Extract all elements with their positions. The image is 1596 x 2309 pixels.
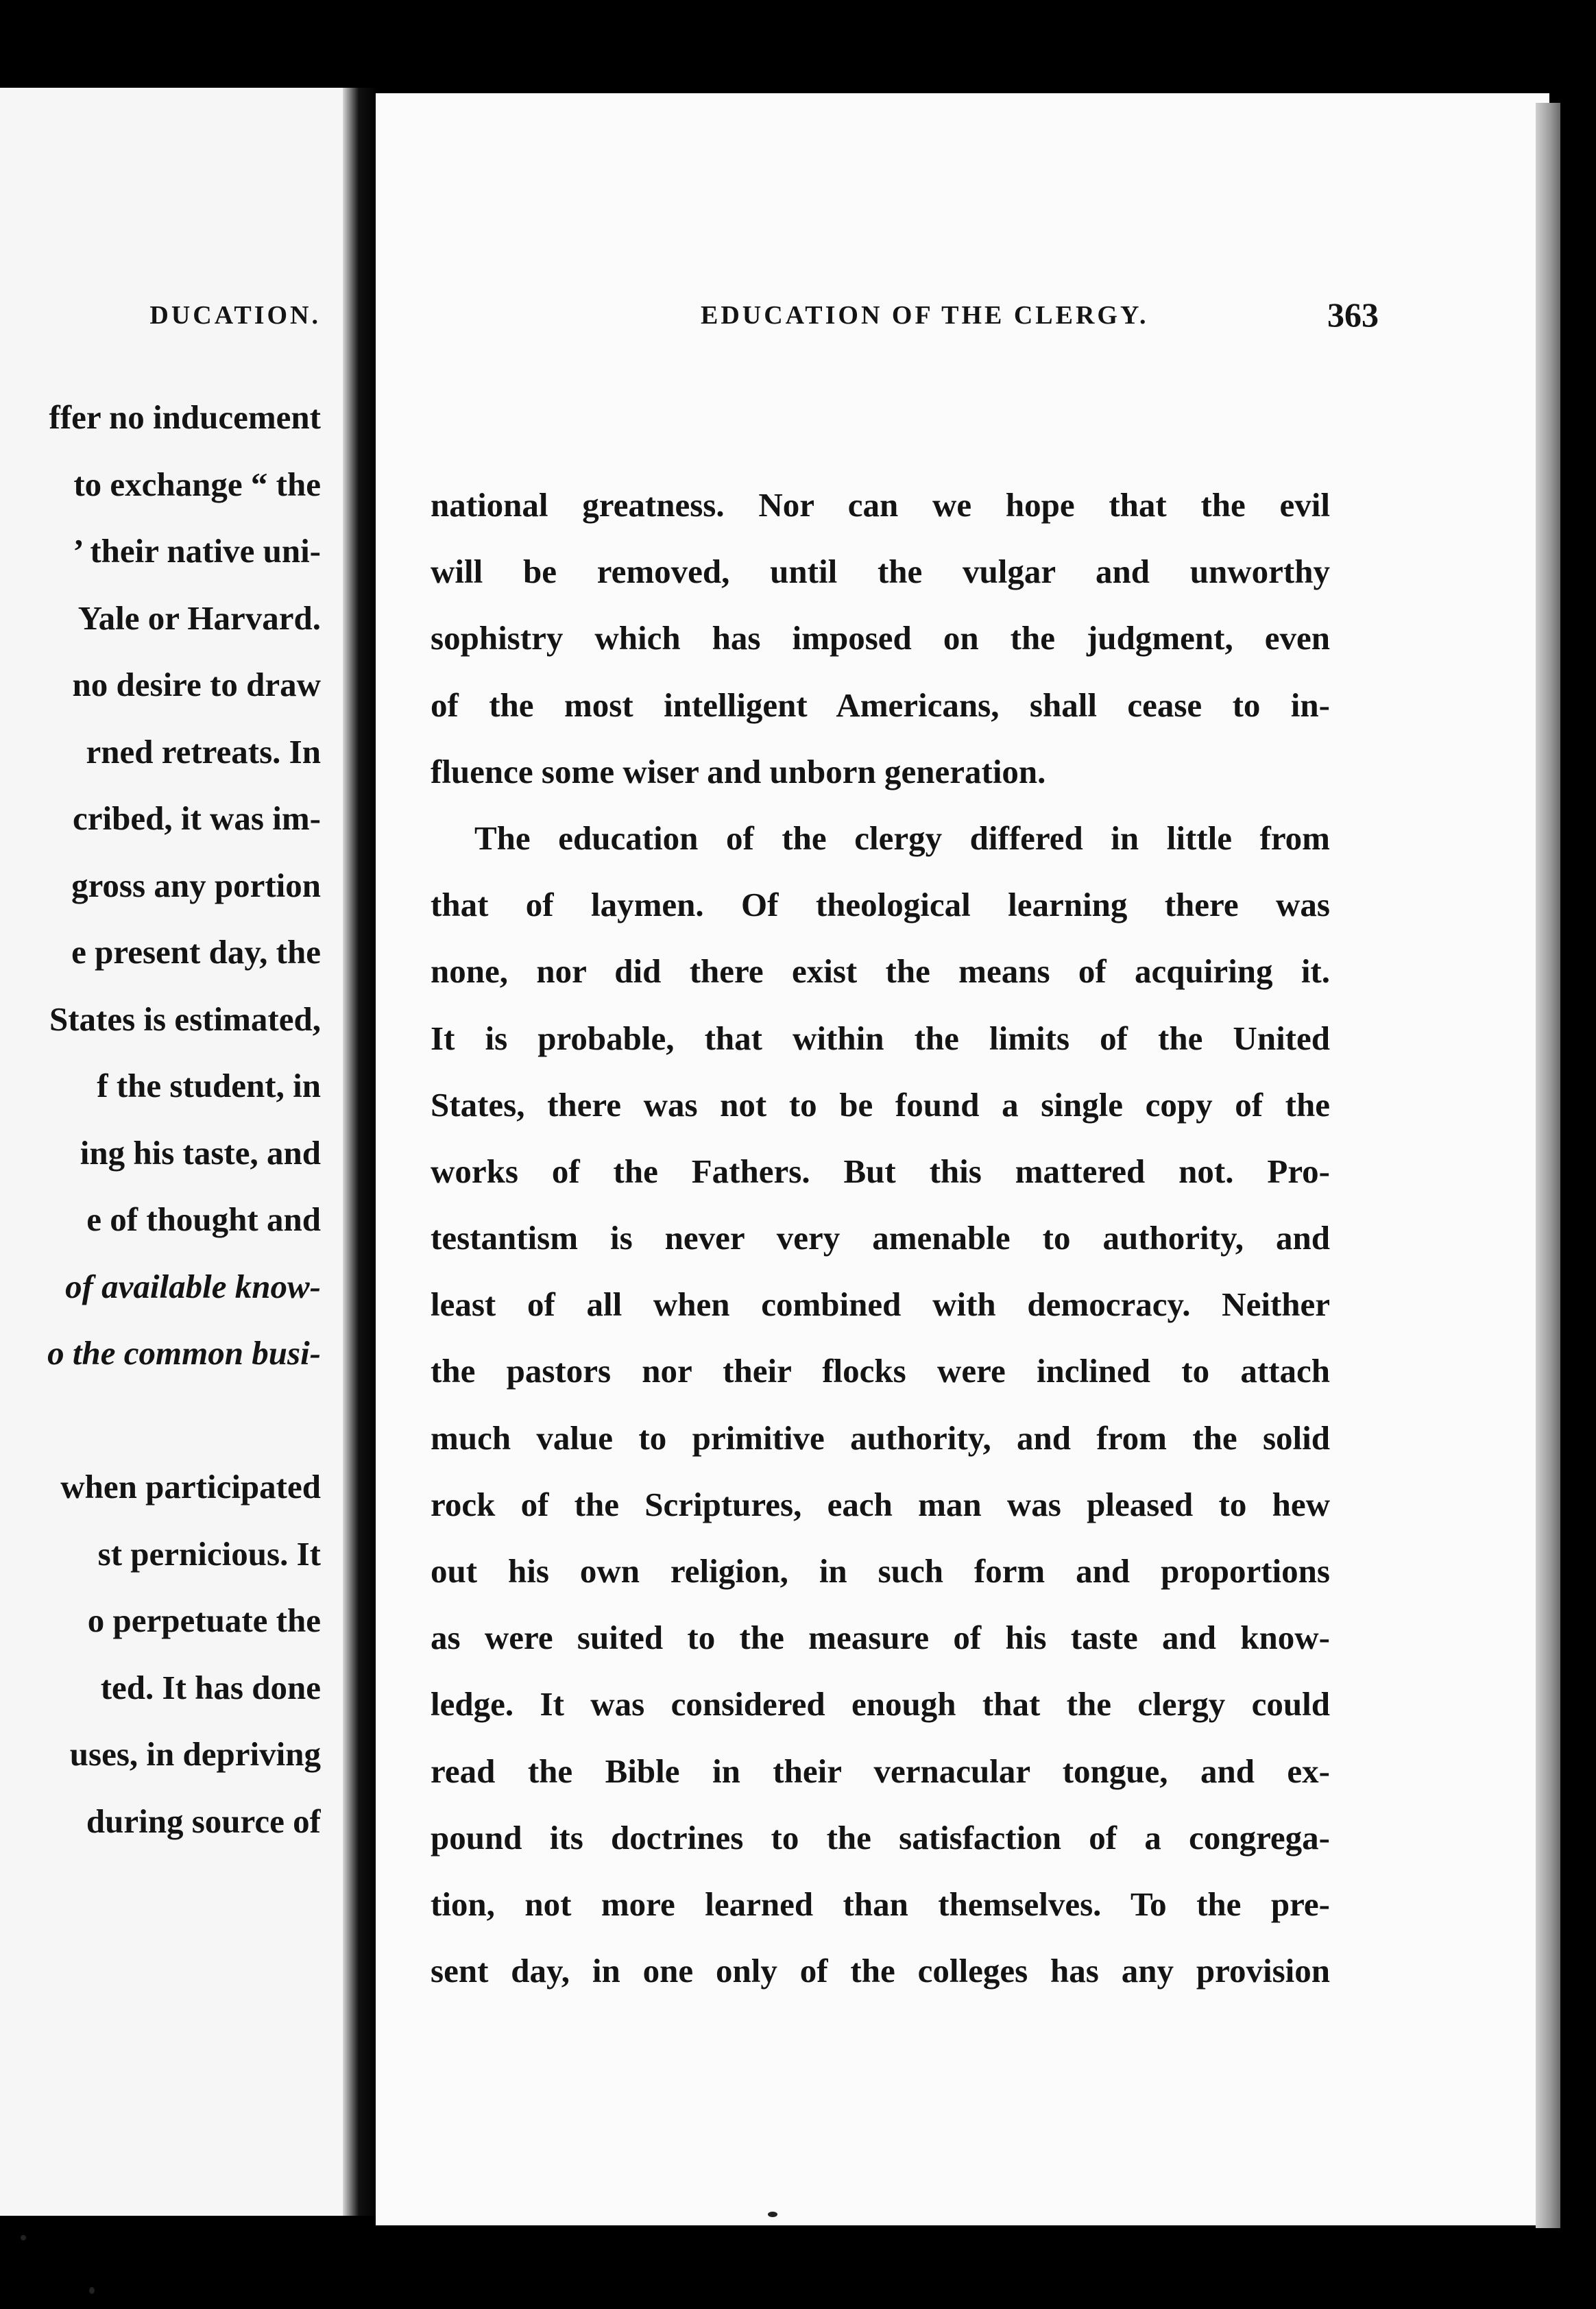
text-line: tion, not more learned than themselves. To the pre- xyxy=(431,1885,1330,1923)
left-text-line: to exchange “ the xyxy=(73,465,321,503)
left-text-line: ’ their native uni- xyxy=(73,532,321,570)
left-text-line xyxy=(0,1387,321,1454)
text-line: rock of the Scriptures, each man was pleased to hew xyxy=(431,1485,1330,1523)
text-line: of the most intelligent Americans, shall cease to in- xyxy=(431,686,1330,724)
left-text-line: uses, in depriving xyxy=(69,1735,321,1773)
text-line: sent day, in one only of the colleges has any provision xyxy=(431,1952,1330,1990)
left-text-line: ffer no inducement xyxy=(49,398,321,436)
page-number: 363 xyxy=(1327,295,1379,334)
text-line: fluence some wiser and unborn generation. xyxy=(431,752,1046,790)
text-line: testantism is never very amenable to authority, and xyxy=(431,1219,1330,1257)
left-text-line: o perpetuate the xyxy=(87,1601,321,1639)
text-line: pound its doctrines to the satisfaction of a congrega- xyxy=(431,1818,1330,1857)
text-line: It is probable, that within the limits of the United xyxy=(431,1019,1330,1057)
text-line: The education of the clergy differed in little from xyxy=(474,819,1330,857)
left-text-line: during source of xyxy=(86,1802,321,1840)
left-text-line: no desire to draw xyxy=(72,666,321,703)
right-page xyxy=(376,93,1549,2225)
text-line: much value to primitive authority, and from the solid xyxy=(431,1418,1330,1457)
left-text-line: f the student, in xyxy=(97,1067,321,1104)
left-text-line: Yale or Harvard. xyxy=(77,599,321,637)
left-text-line: of available know- xyxy=(65,1267,321,1305)
left-text-line: ted. It has done xyxy=(100,1668,321,1706)
text-line: will be removed, until the vulgar and unworthy xyxy=(431,553,1330,591)
text-line: the pastors nor their flocks were inclined to attach xyxy=(431,1352,1330,1390)
text-line: national greatness. Nor can we hope that the evil xyxy=(431,486,1330,524)
text-line: States, there was not to be found a single copy of the xyxy=(431,1085,1330,1124)
text-line: none, nor did there exist the means of acquiring it. xyxy=(431,952,1330,991)
left-text-line: cribed, it was im- xyxy=(73,799,321,837)
left-text-line: ing his taste, and xyxy=(80,1133,321,1172)
left-page xyxy=(0,88,376,2216)
left-text-line: o the common busi- xyxy=(47,1334,321,1372)
left-text-line: e of thought and xyxy=(86,1200,321,1238)
text-line: read the Bible in their vernacular tongue, and ex- xyxy=(431,1752,1330,1790)
left-text-line: when participated xyxy=(60,1468,321,1506)
text-line: out his own religion, in such form and proportions xyxy=(431,1552,1330,1590)
left-text-block xyxy=(0,384,321,1854)
ink-speck xyxy=(768,2212,777,2217)
left-text-line: States is estimated, xyxy=(49,1000,321,1038)
text-line: sophistry which has imposed on the judgment, even xyxy=(431,619,1330,657)
running-head: EDUCATION OF THE CLERGY. xyxy=(701,301,1149,330)
body-text xyxy=(431,472,1330,2004)
left-text-line: st pernicious. It xyxy=(97,1534,321,1573)
ink-speck xyxy=(89,2287,95,2294)
book-gutter xyxy=(343,88,378,2216)
left-running-head: DUCATION. xyxy=(149,301,321,330)
text-line: that of laymen. Of theological learning there was xyxy=(431,886,1330,924)
page-edge xyxy=(1536,103,1560,2228)
text-line: works of the Fathers. But this mattered not. Pro- xyxy=(431,1152,1330,1190)
page-header xyxy=(431,295,1390,341)
text-line: as were suited to the measure of his taste and know- xyxy=(431,1619,1330,1657)
ink-speck xyxy=(21,2235,26,2240)
text-line: ledge. It was considered enough that the clergy could xyxy=(431,1685,1330,1724)
left-text-line: gross any portion xyxy=(71,866,321,904)
text-line: least of all when combined with democracy. Neither xyxy=(431,1285,1330,1324)
left-text-line: e present day, the xyxy=(71,933,321,971)
left-text-line: rned retreats. In xyxy=(86,732,321,771)
